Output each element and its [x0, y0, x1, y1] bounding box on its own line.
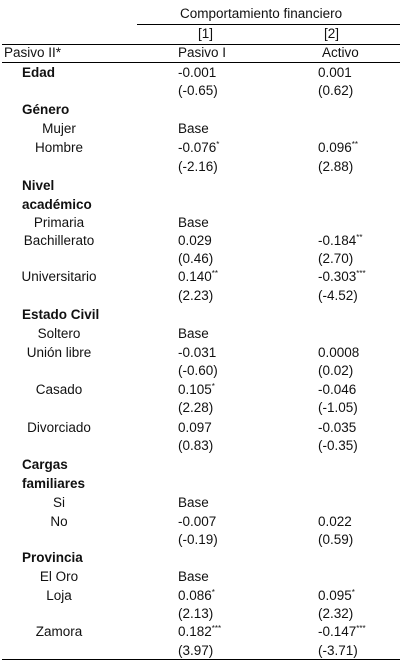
- cell-value: Base: [178, 326, 209, 341]
- cell-value: (2.23): [178, 288, 214, 303]
- pasivo-i-cell: [178, 249, 213, 268]
- activo-cell: [318, 249, 353, 268]
- table-row: [0, 249, 404, 268]
- significance-stars: **: [356, 233, 363, 242]
- cell-value: (2.13): [178, 606, 214, 621]
- table-row: [0, 343, 404, 362]
- col1-label: Pasivo I: [178, 45, 227, 60]
- row-label: Primaria: [33, 215, 85, 230]
- activo-cell: [318, 81, 353, 100]
- activo-cell: [318, 138, 358, 157]
- activo-cell: [318, 398, 358, 417]
- row-label: Unión libre: [26, 345, 92, 360]
- activo-cell: [318, 286, 358, 305]
- table-row: [0, 119, 404, 138]
- cell-value: 0.029: [178, 233, 212, 248]
- cell-value: -0.076: [178, 140, 217, 155]
- pasivo-i-cell: [178, 418, 212, 437]
- pasivo-i-cell: [178, 380, 215, 399]
- activo-cell: [318, 530, 353, 549]
- pasivo-i-cell: [178, 267, 218, 286]
- table-row: [0, 474, 404, 493]
- cell-value: -0.001: [178, 65, 217, 80]
- cell-value: (-0.65): [178, 83, 218, 98]
- group-title: Comportamiento financiero: [180, 6, 343, 21]
- table-row: [0, 324, 404, 343]
- pasivo-i-cell: [178, 324, 209, 343]
- cell-value: (2.88): [318, 159, 354, 174]
- cell-value: 0.001: [318, 65, 352, 80]
- pasivo-i-cell: [178, 641, 213, 660]
- cell-value: (0.62): [318, 83, 354, 98]
- row-label: No: [50, 514, 68, 529]
- row-label: Soltero: [37, 326, 81, 341]
- activo-cell: [318, 604, 353, 623]
- table-row: [0, 231, 404, 250]
- row-label: Casado: [35, 382, 83, 397]
- cell-value: 0.140: [178, 269, 212, 284]
- row-label: Universitario: [21, 269, 97, 284]
- significance-stars: *: [211, 382, 215, 391]
- pasivo-i-cell: [178, 286, 213, 305]
- cell-value: Base: [178, 215, 209, 230]
- pasivo-i-cell: [178, 512, 216, 531]
- table-row: [0, 418, 404, 437]
- cell-value: (-0.19): [178, 532, 218, 547]
- pasivo-i-cell: [178, 361, 218, 380]
- table-row: [0, 361, 404, 380]
- significance-stars: ***: [356, 269, 366, 278]
- cell-value: Base: [178, 121, 209, 136]
- cell-value: (-0.60): [178, 363, 218, 378]
- activo-cell: [318, 361, 353, 380]
- table-row: [0, 138, 404, 157]
- cell-value: (2.28): [178, 400, 214, 415]
- significance-stars: **: [351, 140, 359, 149]
- activo-cell: [318, 622, 366, 641]
- significance-stars: *: [216, 140, 220, 149]
- table-row: [0, 548, 404, 567]
- cell-value: 0.086: [178, 588, 212, 603]
- row-label: Zamora: [35, 624, 83, 639]
- pasivo-i-cell: [178, 398, 213, 417]
- activo-cell: [318, 641, 358, 660]
- significance-stars: ***: [356, 624, 366, 633]
- group-label: Género: [22, 102, 70, 117]
- cell-value: (-4.52): [318, 288, 358, 303]
- row-label: Divorciado: [27, 420, 91, 435]
- pasivo-i-cell: [178, 81, 218, 100]
- cell-value: 0.095: [318, 588, 352, 603]
- activo-cell: [318, 267, 366, 286]
- table-row: [0, 305, 404, 324]
- cell-value: 0.022: [318, 514, 352, 529]
- table-row: [0, 493, 404, 512]
- table-row: [0, 213, 404, 232]
- group-label: Nivel: [22, 178, 55, 193]
- table-row: [0, 157, 404, 176]
- cell-value: (-3.71): [318, 643, 358, 658]
- table-row: [0, 267, 404, 286]
- row-label: Bachillerato: [23, 233, 95, 248]
- cell-value: -0.046: [318, 382, 357, 397]
- table-row: [0, 512, 404, 531]
- cell-value: 0.097: [178, 420, 212, 435]
- pasivo-i-cell: [178, 231, 212, 250]
- cell-value: (3.97): [178, 643, 214, 658]
- table-row: [0, 176, 404, 195]
- pasivo-i-cell: [178, 157, 218, 176]
- cell-value: 0.096: [318, 140, 352, 155]
- table-row: [0, 530, 404, 549]
- pasivo-i-cell: [178, 63, 216, 82]
- table-row: [0, 586, 404, 605]
- pasivo-i-cell: [178, 604, 213, 623]
- table-row: [0, 63, 404, 82]
- group-label: académico: [22, 197, 92, 212]
- activo-cell: [318, 157, 353, 176]
- group-title-rule: [137, 24, 400, 25]
- table-row: [0, 622, 404, 641]
- table-row: [0, 81, 404, 100]
- activo-cell: [318, 63, 352, 82]
- cell-value: -0.303: [318, 269, 357, 284]
- cell-value: -0.147: [318, 624, 357, 639]
- activo-cell: [318, 436, 358, 455]
- pasivo-i-cell: [178, 493, 209, 512]
- table-row: [0, 100, 404, 119]
- pasivo-i-cell: [178, 343, 216, 362]
- table-row: [0, 195, 404, 214]
- cell-value: (-0.35): [318, 438, 358, 453]
- pasivo-i-cell: [178, 586, 215, 605]
- significance-stars: *: [351, 588, 355, 597]
- col2-label: Activo: [322, 45, 359, 60]
- cell-value: 0.0008: [318, 345, 360, 360]
- cell-value: (-2.16): [178, 159, 218, 174]
- cell-value: (2.32): [318, 606, 354, 621]
- activo-cell: [318, 380, 356, 399]
- cell-value: (2.70): [318, 251, 354, 266]
- group-label: familiares: [22, 476, 86, 491]
- cell-value: 0.105: [178, 382, 212, 397]
- cell-value: -0.007: [178, 514, 217, 529]
- pasivo-i-cell: [178, 213, 209, 232]
- table-row: [0, 641, 404, 660]
- cell-value: (-1.05): [318, 400, 358, 415]
- cell-value: (0.46): [178, 251, 214, 266]
- cell-value: -0.184: [318, 233, 357, 248]
- cell-value: (0.83): [178, 438, 214, 453]
- pasivo-i-cell: [178, 622, 221, 641]
- cell-value: Base: [178, 495, 209, 510]
- pasivo-i-cell: [178, 567, 209, 586]
- row-label: Loja: [46, 588, 72, 603]
- group-label: Cargas: [22, 457, 68, 472]
- table-row: [0, 455, 404, 474]
- table-row: [0, 398, 404, 417]
- activo-cell: [318, 418, 356, 437]
- activo-cell: [318, 512, 352, 531]
- activo-cell: [318, 586, 355, 605]
- bottom-rule: [2, 659, 400, 660]
- pasivo-i-cell: [178, 119, 209, 138]
- pasivo-i-cell: [178, 530, 218, 549]
- cell-value: -0.031: [178, 345, 217, 360]
- group-label: Estado Civil: [22, 307, 100, 322]
- table-row: [0, 380, 404, 399]
- table-row: [0, 286, 404, 305]
- row-label: Si: [52, 495, 65, 510]
- cell-value: -0.035: [318, 420, 357, 435]
- group-label: Provincia: [22, 550, 83, 565]
- significance-stars: ***: [211, 624, 222, 633]
- col2-number: [2]: [324, 26, 340, 41]
- activo-cell: [318, 343, 359, 362]
- row-label: Mujer: [42, 121, 76, 136]
- cell-value: Base: [178, 569, 209, 584]
- pasivo-i-cell: [178, 138, 219, 157]
- table-row: [0, 436, 404, 455]
- col1-number: [1]: [198, 26, 214, 41]
- row-label: Hombre: [34, 140, 83, 155]
- cell-value: (0.59): [318, 532, 354, 547]
- activo-cell: [318, 231, 363, 250]
- group-label: Edad: [22, 65, 56, 80]
- cell-value: 0.182: [178, 624, 212, 639]
- table-row: [0, 604, 404, 623]
- cell-value: (0.02): [318, 363, 354, 378]
- row-label: El Oro: [39, 569, 79, 584]
- pasivo-i-cell: [178, 436, 213, 455]
- significance-stars: **: [211, 269, 219, 278]
- significance-stars: *: [211, 588, 215, 597]
- row-header: Pasivo II*: [4, 45, 62, 60]
- table-row: [0, 567, 404, 586]
